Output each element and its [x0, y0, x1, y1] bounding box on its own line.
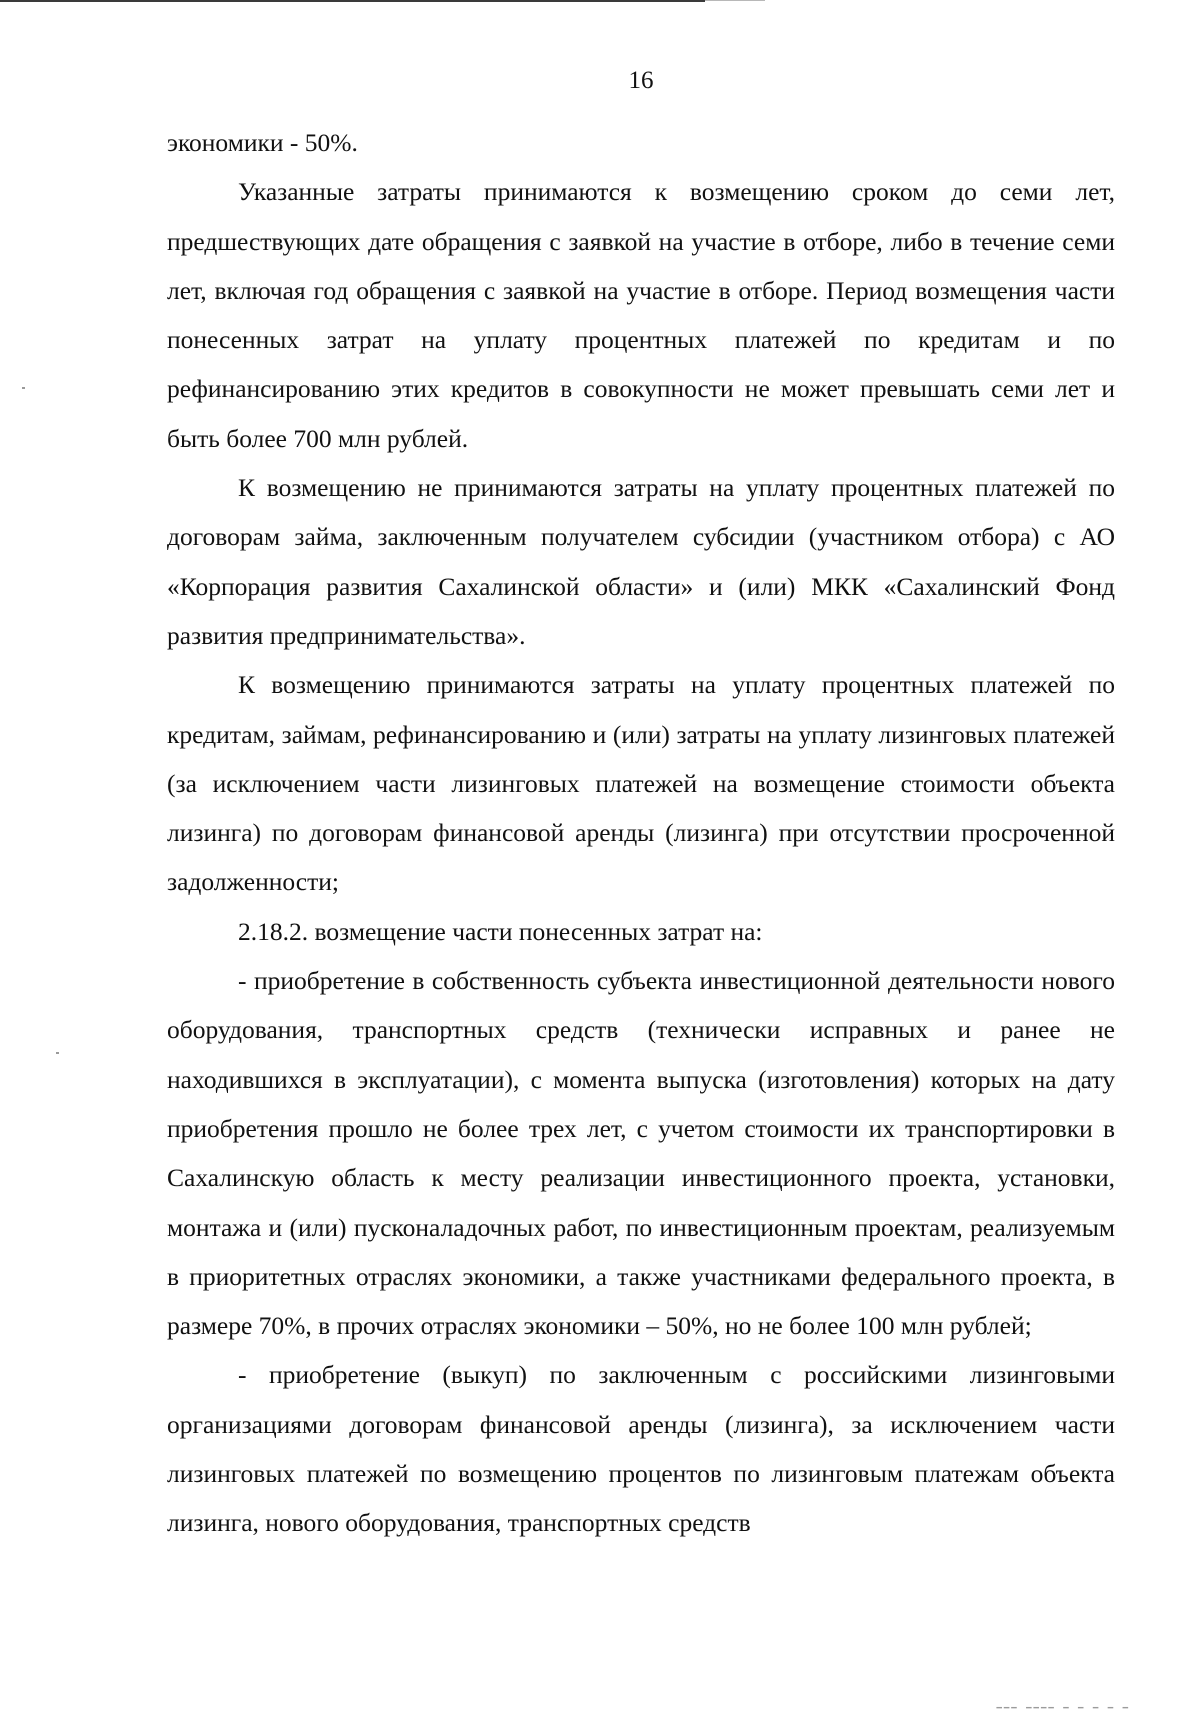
- list-item: - приобретение (выкуп) по заключенным с российскими лизинговыми организациями договорам финансовой аренды (лизинга), за исключением части лизинговых платежей по возмещению процентов по лизинговым платежам объекта лизинга, нового оборудования, транспортных средств: [167, 1360, 1115, 1538]
- list-item: - приобретение в собственность субъекта инвестиционной деятельности нового оборудования, транспортных средств (технически исправных и ранее не находившихся в эксплуатации), с момента выпуска (изготовления) которых на дату приобретения прошло не более трех лет, с учетом стоимости их транспортировки в Сахалинскую область к месту реализации инвестиционного проекта, установки, монтажа и (или) пусконаладочных работ, по инвестиционным проектам, реализуемым в приоритетных отраслях экономики, а также участниками федерального проекта, в размере 70%, в прочих отраслях экономики – 50%, но не более 100 млн рублей;: [167, 966, 1115, 1341]
- section-item-heading: 2.18.2. возмещение части понесенных затрат на:: [238, 916, 763, 946]
- paragraph: К возмещению не принимаются затраты на уплату процентных платежей по договорам займа, заключенным получателем субсидии (участником отбора) с АО «Корпорация развития Сахалинской области» и (или) МКК «Сахалинский Фонд развития предпринимательства».: [167, 473, 1115, 650]
- scan-edge-line-faint: [705, 0, 765, 1]
- paragraph-continuation: экономики - 50%.: [167, 128, 358, 157]
- footer-scan-marks: ▁▁▁ ▁▁▁▁ ▁ ▁ ▁ ▁ ▁: [996, 1699, 1130, 1709]
- paragraph: К возмещению принимаются затраты на уплату процентных платежей по кредитам, займам, рефинансированию и (или) затраты на уплату лизинговых платежей (за исключением части лизинговых платежей на возмещение стоимости объекта лизинга) по договорам финансовой аренды (лизинга) при отсутствии просроченной задолженности;: [167, 670, 1115, 897]
- document-body: [167, 118, 1115, 1548]
- scan-edge-line: [0, 0, 705, 2]
- margin-speck: [22, 387, 25, 389]
- paragraph: Указанные затраты принимаются к возмещению сроком до семи лет, предшествующих дате обращения с заявкой на участие в отборе, либо в течение семи лет, включая год обращения с заявкой на участие в отборе. Период возмещения части понесенных затрат на уплату процентных платежей по кредитам и по рефинансированию этих кредитов в совокупности не может превышать семи лет и быть более 700 млн рублей.: [167, 177, 1115, 453]
- page-number: 16: [628, 67, 654, 94]
- margin-speck: [56, 1052, 59, 1054]
